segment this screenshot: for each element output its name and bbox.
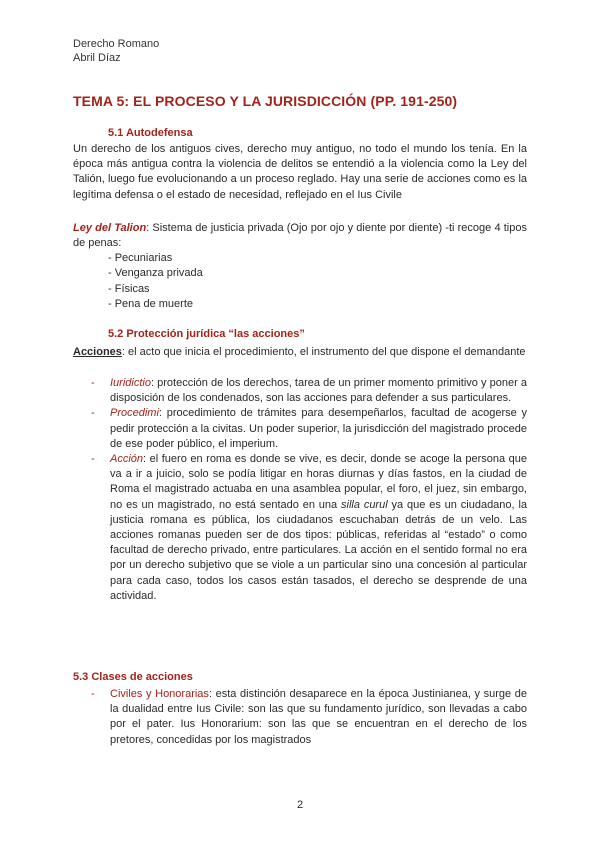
header-author: Abril Díaz	[73, 52, 121, 64]
term-iuridictio: Iuridictio	[110, 377, 151, 389]
term-civiles-honorarias: Civiles y Honorarias	[110, 688, 209, 700]
paragraph-acciones	[73, 345, 527, 360]
item-text: : procedimiento de trámites para desempeñarlos, facultad de acogerse y pedir protección a la civitas. Un poder superior, la jurisdicción del magistrado procede de ese poder público, el imperium.	[110, 407, 527, 450]
dash-bullet: -	[91, 453, 95, 466]
paragraph-text: Un derecho de los antiguos cives, derecho muy antiguo, no todo el mundo los tenía. En la época más antigua contra la violencia de delitos se entendió a la violencia como la Ley del Talión, luego fue evolucionando a un proceso reglado. Hay una serie de acciones como es la legítima defensa o el estado de necesidad, reflejado en el Ius Civile	[73, 143, 527, 201]
list-item: - Pena de muerte	[108, 298, 193, 311]
page-number: 2	[296, 799, 304, 811]
document-header	[73, 37, 159, 65]
list-item	[91, 452, 527, 604]
list-item	[91, 687, 527, 748]
penas-list	[108, 251, 203, 313]
page-title: TEMA 5: EL PROCESO Y LA JURISDICCIÓN (PP. 191-250)	[73, 93, 458, 109]
italic-term: silla curul	[341, 498, 388, 511]
term-accion: Acción	[110, 453, 144, 466]
paragraph-autodefensa	[73, 142, 527, 203]
item-text: : protección de los derechos, tarea de un primer momento primitivo y poner a disposición de los condenados, son las acciones para defender a sus particulares.	[110, 377, 527, 405]
dash-bullet: -	[91, 407, 95, 420]
list-item: - Venganza privada	[108, 267, 203, 280]
paragraph-ley-talion	[73, 221, 527, 251]
clases-list	[91, 687, 527, 748]
item-text: : el fuero en roma es donde se vive, es decir, donde se acoge la persona que va a ir a juicio, solo se podía litigar en horas diurnas y días fastos, en la ciudad de Roma el magistrado actuaba en una asamblea popular, el foro, el juez, sin embargo, no es un magistrado, no está sentado en una	[110, 453, 527, 511]
item-text: : esta distinción desaparece en la época Justinianea, y surge de la dualidad entre Ius Civile: son las que su fundamento jurídico, son llevadas a cabo por el pater. Ius Honorarium: son las que se encuentran en el derecho de los pretores, concedidas por los magistrados	[110, 688, 528, 746]
list-item	[91, 376, 527, 406]
dash-bullet: -	[91, 377, 95, 389]
term-definition: : Sistema de justicia privada (Ojo por ojo y diente por diente) -ti recoge 4 tipos de penas:	[73, 222, 527, 250]
list-item: - Físicas	[108, 282, 150, 295]
header-subject: Derecho Romano	[73, 38, 160, 50]
list-item: - Pecuniarias	[108, 252, 173, 264]
term-definition: : el acto que inicia el procedimiento, el instrumento del que dispone el demandante	[121, 346, 526, 358]
list-item	[91, 406, 527, 452]
term-acciones: Acciones	[73, 346, 122, 358]
section-heading-proteccion: 5.2 Protección jurídica “las acciones”	[108, 328, 305, 340]
dash-bullet: -	[91, 688, 95, 700]
section-heading-autodefensa: 5.1 Autodefensa	[108, 127, 193, 139]
section-heading-clases: 5.3 Clases de acciones	[73, 671, 193, 683]
term-procedimi: Procedimi	[110, 407, 159, 420]
term-ley-talion: Ley del Talion	[73, 222, 147, 234]
acciones-list	[91, 376, 527, 604]
item-text: ya que es un ciudadano, la justicia romana es pública, los ciudadanos escuchaban detrás de un velo. Las acciones romanas pueden ser de dos tipos: públicas, referidas al “estado” o como facultad de derecho privado, entre particulares. La acción en el sentido formal no era por un derecho subjetivo que se viole a un particular sino una concesión al particular para cada caso, todos los casos están tasados, el derecho se desprende de una actividad.	[110, 498, 528, 602]
